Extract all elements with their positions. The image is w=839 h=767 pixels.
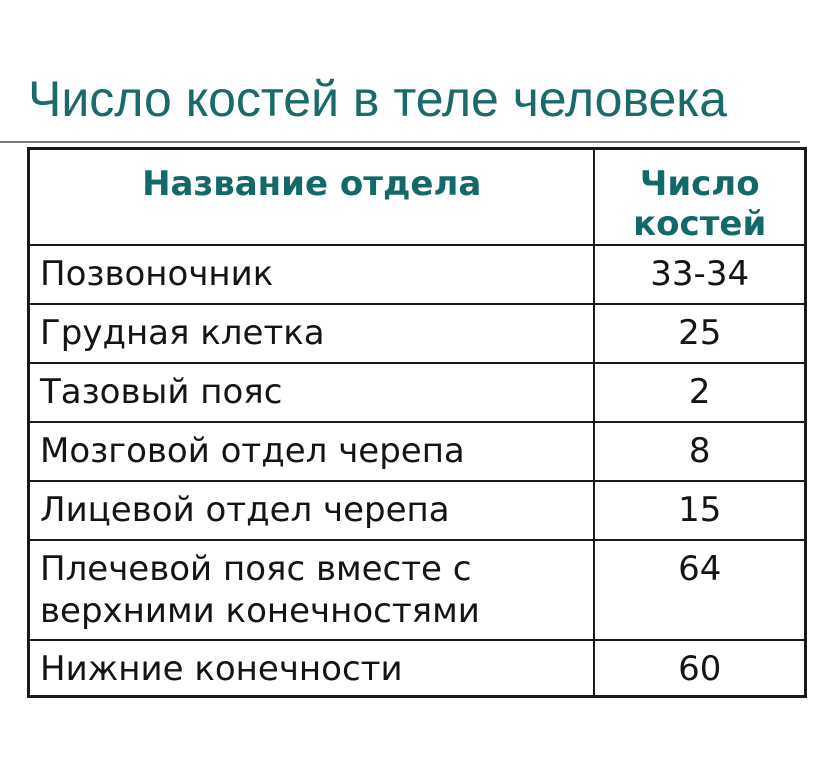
bone-count-cell: 64 [594,540,805,640]
table-row [29,640,806,696]
section-name-cell: Грудная клетка [29,304,595,363]
section-name-cell: Нижние конечности [29,640,595,696]
section-name-cell: Лицевой отдел черепа [29,481,595,540]
page-title: Число костей в теле человека [28,71,728,127]
table-row [29,363,806,422]
bones-table [27,147,807,698]
title-divider [0,141,800,143]
table-row [29,304,806,363]
section-name-cell: Плечевой пояс вместе с верхними конечностями [29,540,595,640]
header-bone-count: Число костей [594,149,805,246]
section-name-cell: Тазовый пояс [29,363,595,422]
table-row [29,540,806,640]
table-row [29,481,806,540]
section-name-cell: Мозговой отдел черепа [29,422,595,481]
section-name-cell: Позвоночник [29,245,595,304]
bone-count-cell: 2 [594,363,805,422]
bone-count-cell: 60 [594,640,805,696]
table-row [29,422,806,481]
bone-count-cell: 25 [594,304,805,363]
header-section-name: Название отдела [29,149,595,246]
bone-count-cell: 33-34 [594,245,805,304]
bone-count-cell: 15 [594,481,805,540]
bone-count-cell: 8 [594,422,805,481]
table-row [29,245,806,304]
table-header-row [29,149,806,246]
